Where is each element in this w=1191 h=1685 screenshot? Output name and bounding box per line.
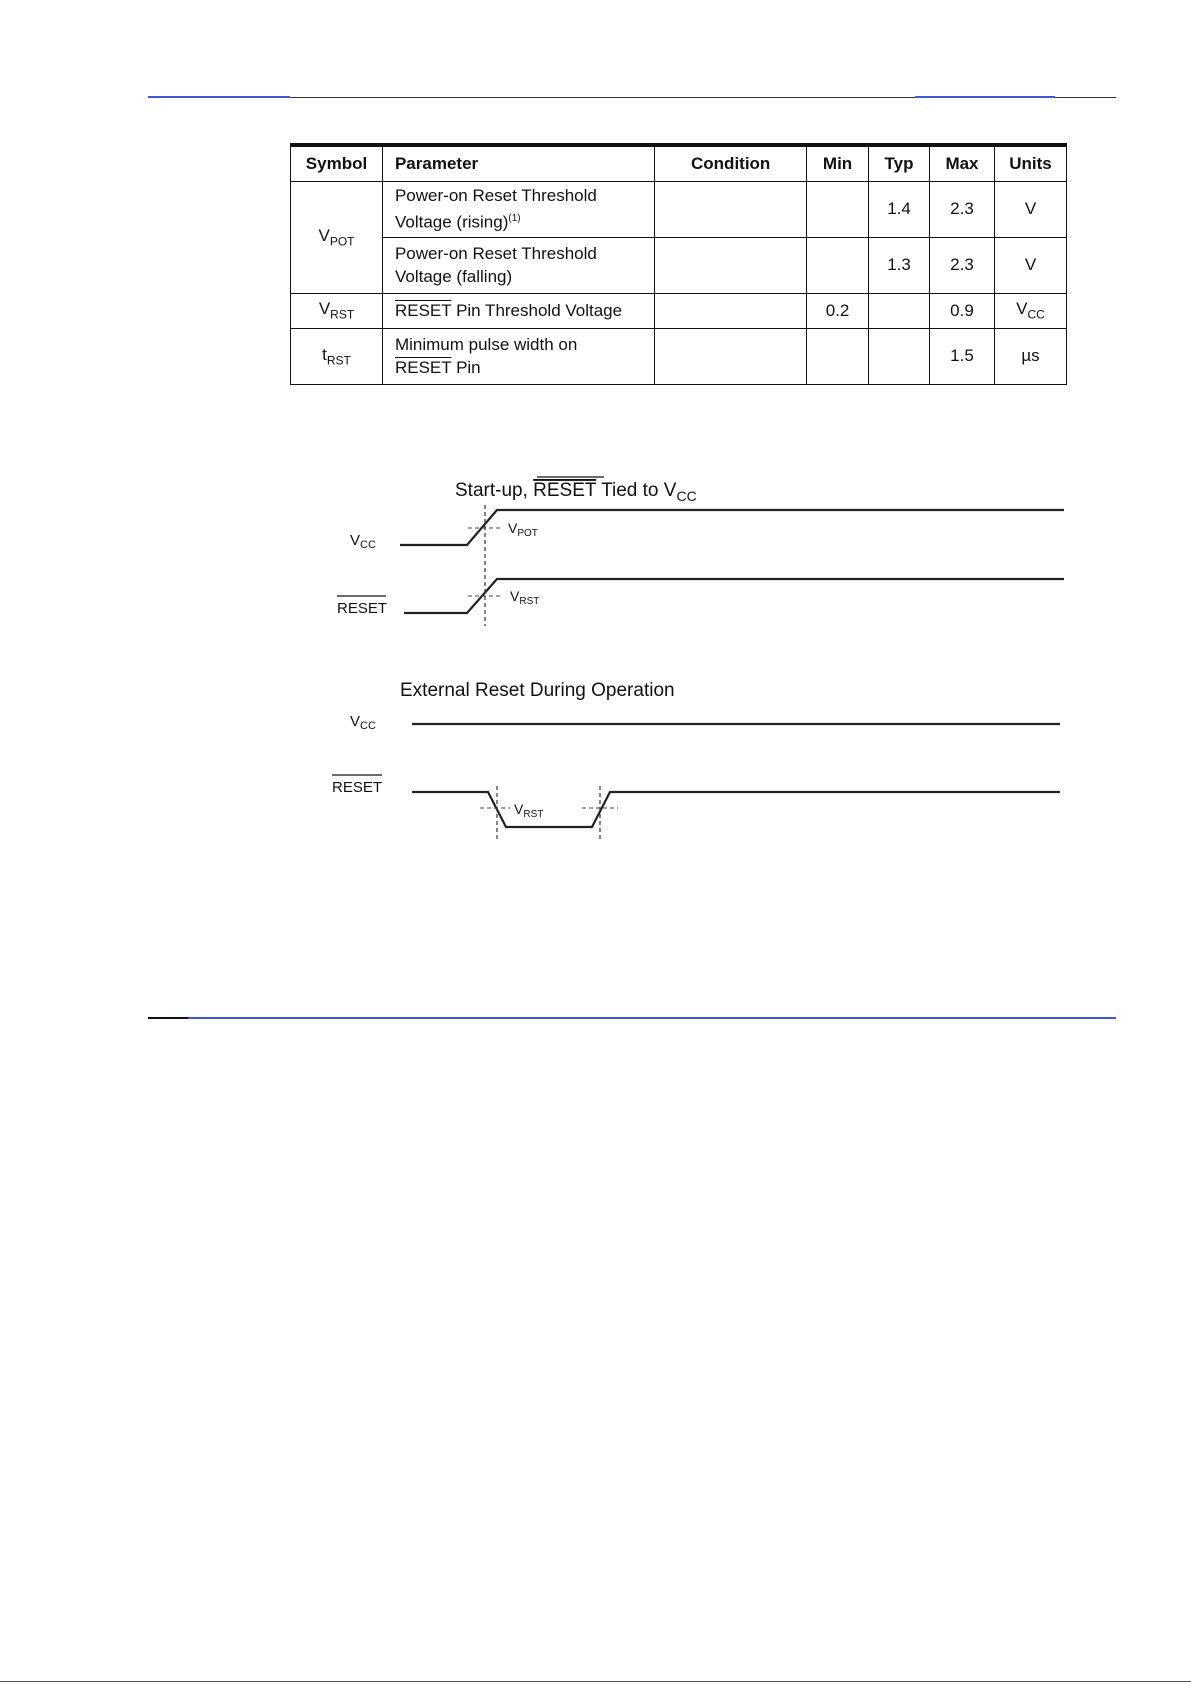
startup-vpot-label: $V_{POT}$ [508, 520, 538, 539]
max-cell: 1.5 [930, 328, 995, 384]
header-typ: Typ [869, 145, 930, 181]
startup-reset-waveform [404, 579, 1064, 613]
header-units: Units [994, 145, 1066, 181]
header-min: Min [807, 145, 869, 181]
footer-rule [148, 1017, 1116, 1019]
startup-vcc-label: $V_{CC}$ [350, 532, 376, 551]
external-vrst-label: $V_{RST}$ [514, 801, 544, 820]
startup-vrst-label: $V_{RST}$ [510, 588, 540, 607]
max-cell: 2.3 [930, 181, 995, 237]
symbol-vpot: $V_{POT}$ [291, 181, 383, 293]
external-reset-label: RESET [332, 779, 383, 796]
parameter-vpot-falling: Power-on Reset Threshold Voltage (falling) [382, 237, 654, 293]
external-reset-waveform [412, 792, 1060, 827]
units-cell: $V_{CC}$ [994, 293, 1066, 328]
parameter-vrst: RESET Pin Threshold Voltage [382, 293, 654, 328]
symbol-vrst: $V_{RST}$ [291, 293, 383, 328]
symbol-trst: $t_{RST}$ [291, 328, 383, 384]
external-vcc-label: $V_{CC}$ [350, 713, 376, 732]
header-condition: Condition [655, 145, 807, 181]
page-bottom-edge [0, 1681, 1191, 1682]
units-cell: V [994, 237, 1066, 293]
header-parameter: Parameter [382, 145, 654, 181]
startup-title: Start-up, RESET Tied to $V_{CC}$ [455, 480, 697, 504]
typ-cell: 1.4 [869, 181, 930, 237]
header-symbol: Symbol [291, 145, 383, 181]
parameter-trst: Minimum pulse width on RESET Pin [382, 328, 654, 384]
typ-cell: 1.3 [869, 237, 930, 293]
units-cell: µs [994, 328, 1066, 384]
min-cell: 0.2 [807, 293, 869, 328]
header-max: Max [930, 145, 995, 181]
external-reset-title: External Reset During Operation [400, 680, 675, 701]
max-cell: 0.9 [930, 293, 995, 328]
footer-rule-accent [148, 1017, 188, 1019]
footnote-marker: (1) [508, 213, 521, 225]
max-cell: 2.3 [930, 237, 995, 293]
units-cell: V [994, 181, 1066, 237]
parameter-vpot-rising: Power-on Reset Threshold Voltage $(rising)^{(1)}$ [382, 181, 654, 237]
startup-reset-label: RESET [337, 600, 388, 617]
